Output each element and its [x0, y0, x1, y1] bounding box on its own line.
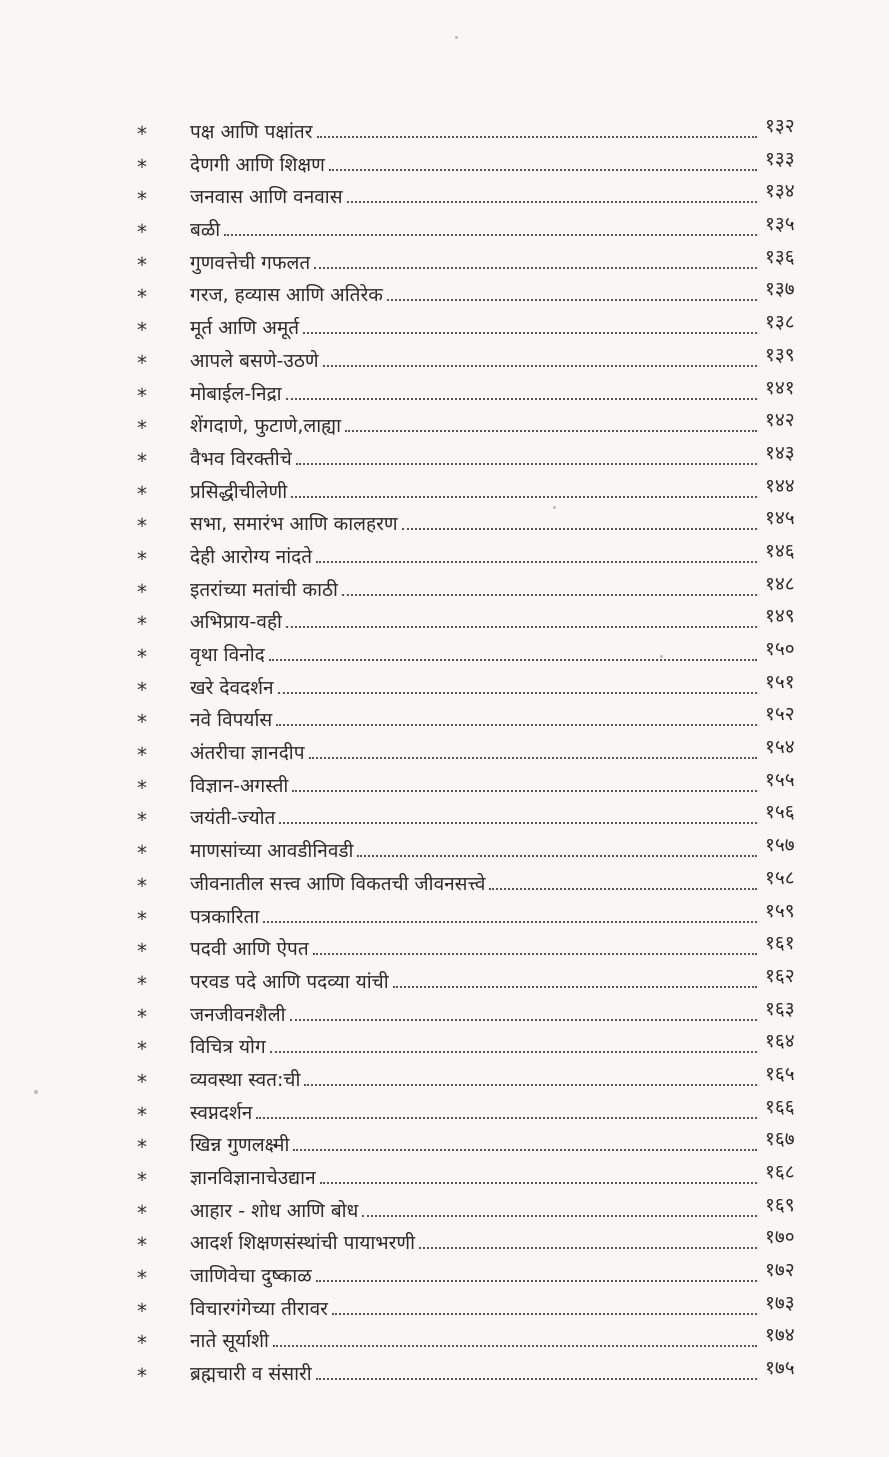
toc-entry-title: इतरांच्या मतांची काठी: [190, 578, 338, 601]
toc-entry-line: [190, 1256, 815, 1288]
toc-entry: [0, 766, 889, 799]
toc-entry: [0, 602, 889, 635]
dot-leader: [393, 986, 757, 988]
toc-entry-line: [190, 1289, 815, 1321]
toc-entry-line: [190, 864, 815, 896]
toc-entry-title: स्वप्नदर्शन: [190, 1101, 253, 1124]
asterisk-bullet-icon: *: [137, 1069, 147, 1094]
toc-entry-line: [190, 570, 815, 602]
toc-entry-title: माणसांच्या आवडीनिवडी: [190, 840, 354, 863]
dot-leader: [270, 1051, 757, 1053]
dot-leader: [278, 692, 757, 694]
asterisk-bullet-icon: *: [137, 808, 147, 833]
toc-entry-line: [190, 1191, 815, 1223]
toc-entry-title: खिन्न गुणलक्ष्मी: [190, 1134, 290, 1157]
toc-entry: [0, 1223, 889, 1256]
toc-entry: [0, 504, 889, 537]
dot-leader: [329, 169, 757, 171]
toc-entry-page-number: १५८: [765, 866, 795, 889]
toc-entry: [0, 1321, 889, 1354]
toc-entry: [0, 570, 889, 603]
toc-entry-title: बळी: [190, 219, 221, 242]
toc-entry: [0, 177, 889, 210]
toc-entry-line: [190, 897, 815, 929]
dot-leader: [224, 234, 757, 236]
toc-entry: [0, 700, 889, 733]
dot-leader: [269, 659, 757, 661]
toc-entry-title: आपले बसणे-उठणे: [190, 349, 319, 372]
toc-entry: [0, 897, 889, 930]
dot-leader: [279, 822, 757, 824]
toc-entry-title: नाते सूर्याशी: [190, 1330, 269, 1353]
toc-entry: [0, 1354, 889, 1387]
asterisk-bullet-icon: *: [137, 1364, 147, 1389]
toc-entry-title: जयंती-ज्योत: [190, 807, 276, 830]
toc-entry-page-number: १७२: [765, 1259, 795, 1282]
toc-entry-page-number: १३९: [765, 343, 795, 366]
dot-leader: [323, 365, 757, 367]
asterisk-bullet-icon: *: [137, 416, 147, 441]
toc-entry-title: पदवी आणि ऐपत: [190, 938, 309, 961]
toc-entry-line: [190, 374, 815, 406]
toc-entry-title: पक्ष आणि पक्षांतर: [190, 121, 313, 143]
toc-entry-title: नवे विपर्यास: [190, 709, 273, 732]
asterisk-bullet-icon: *: [137, 906, 147, 931]
toc-entry-page-number: १३२: [765, 115, 795, 137]
toc-entry-page-number: १४१: [765, 376, 795, 399]
asterisk-bullet-icon: *: [137, 775, 147, 800]
toc-entry-title: सभा, समारंभ आणि कालहरण: [190, 513, 398, 536]
paper-speck: [455, 36, 458, 39]
dot-leader: [345, 430, 757, 432]
toc-entry-title: जीवनातील सत्त्व आणि विकतची जीवनसत्त्वे: [190, 872, 486, 895]
toc-entry-page-number: १६७: [765, 1128, 795, 1151]
toc-entry: [0, 995, 889, 1028]
toc-entry-page-number: १६५: [765, 1062, 795, 1085]
toc-entry-title: जाणिवेचा दुष्काळ: [190, 1265, 312, 1288]
asterisk-bullet-icon: *: [137, 743, 147, 768]
asterisk-bullet-icon: *: [137, 220, 147, 245]
toc-entry-page-number: १६४: [765, 1030, 795, 1053]
toc-entry-title: विचारगंगेच्या तीरावर: [190, 1297, 328, 1320]
toc-entry-page-number: १४३: [765, 441, 795, 464]
asterisk-bullet-icon: *: [137, 481, 147, 506]
toc-entry-page-number: १७३: [765, 1291, 795, 1314]
asterisk-bullet-icon: *: [137, 1331, 147, 1356]
toc-entry-page-number: १३६: [765, 245, 795, 268]
toc-entry-title: विज्ञान-अगस्ती: [190, 774, 289, 797]
toc-entry-title: मोबाईल-निद्रा: [190, 382, 282, 405]
toc-entry: [0, 341, 889, 374]
toc-entry-line: [190, 668, 815, 700]
toc-entry: [0, 1125, 889, 1158]
toc-entry: [0, 275, 889, 308]
toc-entry: [0, 668, 889, 701]
toc-entry: [0, 1093, 889, 1126]
toc-entry-page-number: १५६: [765, 801, 795, 824]
asterisk-bullet-icon: *: [137, 1004, 147, 1029]
toc-entry-line: [190, 602, 815, 634]
toc-entry-page-number: १४५: [765, 507, 795, 530]
toc-entry-title: अंतरीचा ज्ञानदीप: [190, 742, 305, 765]
toc-entry-title: देणगी आणि शिक्षण: [190, 153, 325, 176]
toc-entry-page-number: १५९: [765, 899, 795, 922]
toc-entry: [0, 929, 889, 962]
toc-entry-line: [190, 1093, 815, 1125]
toc-entry-line: [190, 243, 815, 275]
toc-entry-line: [190, 177, 815, 209]
dot-leader: [291, 496, 757, 498]
toc-entry-page-number: १५५: [765, 768, 795, 791]
toc-entry-title: ज्ञानविज्ञानाचेउद्यान: [190, 1167, 316, 1189]
dot-leader: [316, 1378, 757, 1380]
toc-entry-line: [190, 439, 815, 471]
toc-entry-title: प्रसिद्धीचीलेणी: [190, 480, 288, 503]
toc-entry-page-number: १४२: [765, 409, 795, 432]
dot-leader: [293, 1149, 757, 1151]
asterisk-bullet-icon: *: [137, 154, 147, 179]
toc-entry-title: ब्रह्मचारी व संसारी: [190, 1363, 312, 1386]
toc-entry-page-number: १६६: [765, 1095, 795, 1118]
asterisk-bullet-icon: *: [137, 841, 147, 866]
dot-leader: [309, 757, 757, 759]
asterisk-bullet-icon: *: [137, 579, 147, 604]
toc-entry-page-number: १५४: [765, 736, 795, 759]
toc-entry-page-number: १६८: [765, 1161, 795, 1183]
toc-entry: [0, 1060, 889, 1093]
asterisk-bullet-icon: *: [137, 285, 147, 310]
toc-entry-line: [190, 472, 815, 504]
toc-entry-line: [190, 929, 815, 961]
asterisk-bullet-icon: *: [137, 252, 147, 277]
dot-leader: [357, 855, 757, 857]
toc-entry-title: पत्रकारिता: [190, 905, 260, 928]
asterisk-bullet-icon: *: [137, 971, 147, 996]
toc-entry-page-number: १५७: [765, 834, 795, 857]
asterisk-bullet-icon: *: [137, 939, 147, 964]
toc-entry-line: [190, 635, 815, 667]
asterisk-bullet-icon: *: [137, 710, 147, 735]
toc-entry-line: [190, 766, 815, 798]
toc-entry-title: विचित्र योग: [190, 1036, 266, 1059]
asterisk-bullet-icon: *: [137, 645, 147, 669]
toc-entry-page-number: १६३: [765, 997, 795, 1020]
asterisk-bullet-icon: *: [137, 122, 147, 146]
dot-leader: [320, 1182, 757, 1184]
toc-entry-page-number: १४६: [765, 539, 795, 562]
toc-entry-line: [190, 275, 815, 307]
toc-entry: [0, 374, 889, 407]
toc-entry-title: व्यवस्था स्वत:ची: [190, 1068, 301, 1091]
asterisk-bullet-icon: *: [137, 612, 147, 637]
toc-entry-line: [190, 341, 815, 373]
toc-entry: [0, 864, 889, 897]
dot-leader: [489, 888, 757, 890]
toc-entry-line: [190, 308, 815, 340]
dot-leader: [316, 1280, 757, 1282]
dot-leader: [419, 1247, 757, 1249]
toc-entry-line: [190, 145, 815, 177]
dot-leader: [286, 398, 757, 400]
toc-entry-line: [190, 733, 815, 765]
toc-entry-page-number: १६९: [765, 1193, 795, 1216]
toc-entry-line: [190, 112, 815, 144]
toc-entry-page-number: १३३: [765, 147, 795, 170]
toc-entry: [0, 406, 889, 439]
toc-entry-line: [190, 210, 815, 242]
asterisk-bullet-icon: *: [137, 1135, 147, 1160]
toc-entry-page-number: १५१: [765, 670, 795, 693]
toc-entry: [0, 831, 889, 864]
toc-entry-line: [190, 406, 815, 438]
toc-entry-page-number: १६२: [765, 964, 795, 987]
toc-entry-page-number: १७०: [765, 1226, 795, 1249]
asterisk-bullet-icon: *: [137, 1266, 147, 1291]
dot-leader: [273, 1345, 757, 1347]
toc-entry: [0, 1158, 889, 1191]
toc-entry: [0, 962, 889, 995]
dot-leader: [332, 1313, 757, 1315]
toc-entry-page-number: १४८: [765, 572, 795, 595]
toc-entry-page-number: १६१: [765, 932, 795, 955]
toc-entry: [0, 112, 889, 145]
toc-entry: [0, 308, 889, 341]
toc-entry: [0, 1027, 889, 1060]
asterisk-bullet-icon: *: [137, 1168, 147, 1192]
toc-entry-page-number: १४९: [765, 605, 795, 628]
toc-entry: [0, 243, 889, 276]
toc-entry-line: [190, 1158, 815, 1190]
asterisk-bullet-icon: *: [137, 318, 147, 343]
toc-entry: [0, 733, 889, 766]
dot-leader: [290, 1019, 758, 1021]
toc-entry-title: देही आरोग्य नांदते: [190, 545, 313, 568]
dot-leader: [387, 299, 757, 301]
toc-entry-page-number: १३४: [765, 180, 795, 203]
toc-entry-line: [190, 1060, 815, 1092]
asterisk-bullet-icon: *: [137, 1037, 147, 1062]
toc-entry-page-number: १३८: [765, 311, 795, 334]
toc-entry: [0, 439, 889, 472]
dot-leader: [276, 724, 757, 726]
toc-entry-line: [190, 1223, 815, 1255]
toc-entry-line: [190, 995, 815, 1027]
toc-entry: [0, 635, 889, 668]
dot-leader: [314, 267, 757, 269]
dot-leader: [402, 528, 757, 530]
dot-leader: [342, 594, 757, 596]
table-of-contents: [0, 112, 889, 1387]
dot-leader: [362, 1215, 757, 1217]
dot-leader: [317, 136, 757, 138]
asterisk-bullet-icon: *: [137, 383, 147, 408]
asterisk-bullet-icon: *: [137, 1102, 147, 1127]
asterisk-bullet-icon: *: [137, 514, 147, 539]
dot-leader: [292, 790, 757, 792]
toc-entry-line: [190, 1321, 815, 1353]
asterisk-bullet-icon: *: [137, 448, 147, 473]
toc-entry-title: वैभव विरक्तीचे: [190, 447, 292, 470]
toc-entry: [0, 472, 889, 505]
toc-entry-title: वृथा विनोद: [190, 644, 265, 666]
toc-entry-title: मूर्त आणि अमूर्त: [190, 317, 300, 340]
asterisk-bullet-icon: *: [137, 1298, 147, 1323]
toc-entry-page-number: १५२: [765, 703, 795, 726]
toc-entry-title: जनजीवनशैली: [190, 1003, 286, 1026]
toc-entry-line: [190, 1354, 815, 1386]
asterisk-bullet-icon: *: [137, 187, 147, 212]
toc-entry-title: गरज, हव्यास आणि अतिरेक: [190, 284, 383, 307]
toc-entry: [0, 1289, 889, 1322]
toc-entry-line: [190, 537, 815, 569]
dot-leader: [296, 463, 757, 465]
toc-entry-line: [190, 831, 815, 863]
toc-entry-line: [190, 700, 815, 732]
asterisk-bullet-icon: *: [137, 873, 147, 898]
toc-entry-line: [190, 798, 815, 830]
toc-entry-title: आहार - शोध आणि बोध: [190, 1199, 359, 1222]
toc-entry-line: [190, 1027, 815, 1059]
dot-leader: [256, 1117, 757, 1119]
dot-leader: [316, 561, 757, 563]
toc-entry-title: जनवास आणि वनवास: [190, 186, 343, 209]
dot-leader: [263, 921, 757, 923]
toc-entry: [0, 1191, 889, 1224]
toc-entry-line: [190, 1125, 815, 1157]
toc-entry: [0, 798, 889, 831]
dot-leader: [313, 953, 757, 955]
toc-entry: [0, 537, 889, 570]
toc-entry-page-number: १४४: [765, 474, 795, 497]
toc-entry: [0, 145, 889, 178]
dot-leader: [304, 1084, 757, 1086]
toc-entry-page-number: १३७: [765, 278, 795, 301]
dot-leader: [347, 201, 757, 203]
asterisk-bullet-icon: *: [137, 546, 147, 571]
toc-entry-title: शेंगदाणे, फुटाणे,लाह्या: [190, 415, 342, 438]
toc-entry-title: अभिप्राय-वही: [190, 611, 282, 634]
toc-entry: [0, 1256, 889, 1289]
toc-entry: [0, 210, 889, 243]
asterisk-bullet-icon: *: [137, 350, 147, 375]
toc-entry-line: [190, 962, 815, 994]
toc-entry-page-number: १७५: [765, 1357, 795, 1380]
toc-entry-title: खरे देवदर्शन: [190, 676, 274, 699]
toc-entry-title: गुणवत्तेची गफलत: [190, 251, 311, 274]
asterisk-bullet-icon: *: [137, 1233, 147, 1258]
toc-entry-title: परवड पदे आणि पदव्या यांची: [190, 970, 389, 993]
toc-entry-title: आदर्श शिक्षणसंस्थांची पायाभरणी: [190, 1232, 416, 1255]
asterisk-bullet-icon: *: [137, 1200, 147, 1225]
dot-leader: [303, 332, 757, 334]
toc-entry-page-number: १३५: [765, 213, 795, 236]
asterisk-bullet-icon: *: [137, 677, 147, 702]
toc-entry-line: [190, 504, 815, 536]
toc-entry-page-number: १५०: [765, 638, 795, 660]
toc-entry-page-number: १७४: [765, 1324, 795, 1347]
dot-leader: [286, 626, 757, 628]
